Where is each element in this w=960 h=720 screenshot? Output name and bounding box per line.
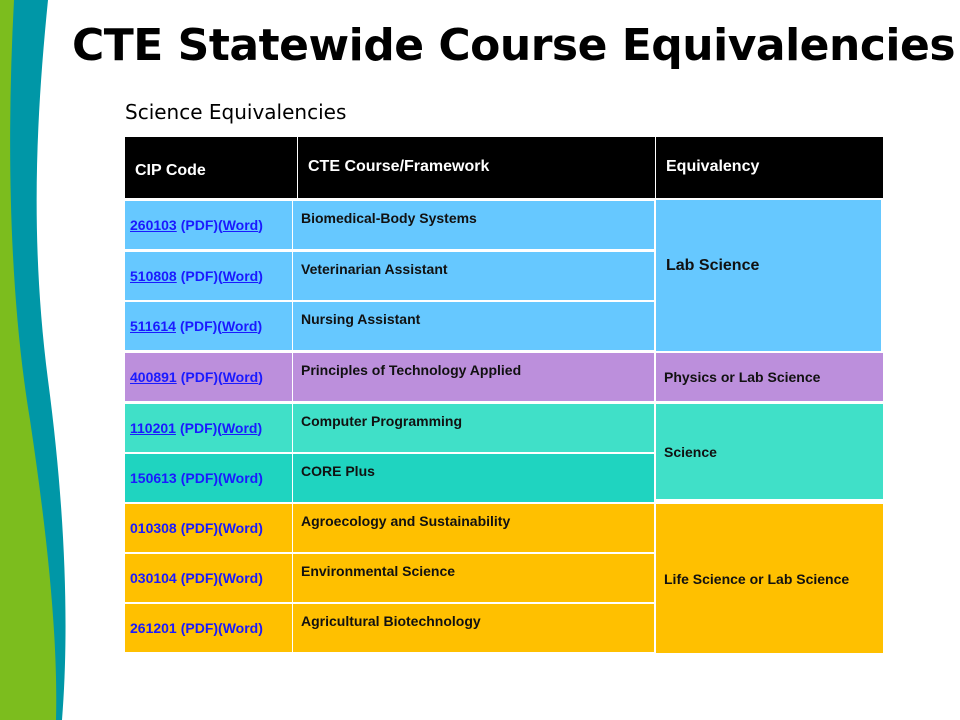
decorative-side-bands (0, 0, 120, 720)
table-row-course (293, 404, 654, 453)
table-row-course (293, 454, 654, 503)
cip-code-link[interactable]: 010308 (130, 520, 177, 536)
word-link[interactable]: Word (222, 570, 259, 586)
table-row-cip-code (125, 454, 292, 503)
pdf-link[interactable]: (PDF) (180, 217, 219, 233)
pdf-link[interactable]: (PDF) (180, 470, 219, 486)
course-name: Principles of Technology Applied (301, 362, 522, 378)
header-equivalency: Equivalency (656, 137, 883, 198)
table-row-course (293, 554, 654, 603)
paren-open: ( (218, 268, 223, 284)
pdf-link[interactable]: (PDF) (180, 520, 219, 536)
paren-close: ) (258, 470, 263, 486)
word-link[interactable]: Word (221, 420, 258, 436)
course-name: Environmental Science (301, 563, 456, 579)
page-title: CTE Statewide Course Equivalencies (72, 20, 956, 71)
word-link[interactable]: Word (222, 470, 259, 486)
word-link[interactable]: Word (221, 318, 258, 334)
paren-open: ( (218, 217, 223, 233)
equiv-lab-science: Lab Science (656, 200, 881, 352)
cip-code-link[interactable]: 110201 (130, 420, 176, 436)
cip-code-link[interactable]: 030104 (130, 570, 177, 586)
paren-close: ) (258, 217, 263, 233)
pdf-link[interactable]: (PDF) (180, 620, 219, 636)
table-row-course (293, 604, 654, 653)
cip-code-link[interactable]: 150613 (130, 470, 177, 486)
cip-code-link[interactable]: 400891 (130, 369, 177, 385)
section-subtitle: Science Equivalencies (125, 100, 347, 124)
cip-code-link[interactable]: 510808 (130, 268, 177, 284)
table-row-cip-code (125, 252, 292, 301)
table-row-course (293, 201, 654, 250)
table-row-cip-code (125, 554, 292, 603)
paren-open: ( (218, 620, 223, 636)
word-link[interactable]: Word (222, 520, 259, 536)
course-name: Biomedical-Body Systems (301, 210, 477, 226)
pdf-link[interactable]: (PDF) (179, 420, 218, 436)
word-link[interactable]: Word (222, 620, 259, 636)
paren-close: ) (258, 520, 263, 536)
pdf-link[interactable]: (PDF) (180, 268, 219, 284)
paren-close: ) (258, 268, 263, 284)
course-name: Veterinarian Assistant (301, 261, 448, 277)
paren-open: ( (218, 470, 223, 486)
cip-code-link[interactable]: 260103 (130, 217, 177, 233)
course-name: CORE Plus (301, 463, 375, 479)
word-link[interactable]: Word (222, 369, 259, 385)
table-row-course (293, 252, 654, 301)
paren-open: ( (217, 318, 222, 334)
table-row-cip-code (125, 353, 292, 402)
header-course: CTE Course/Framework (298, 137, 655, 198)
pdf-link[interactable]: (PDF) (179, 318, 218, 334)
table-row-course (293, 353, 654, 402)
cip-code-link[interactable]: 511614 (130, 318, 176, 334)
word-link[interactable]: Word (222, 268, 259, 284)
paren-close: ) (258, 620, 263, 636)
paren-close: ) (258, 369, 263, 385)
paren-close: ) (257, 420, 263, 436)
paren-open: ( (218, 570, 223, 586)
header-cip-code: CIP Code (125, 137, 297, 198)
pdf-link[interactable]: (PDF) (180, 369, 219, 385)
table-row-cip-code (125, 302, 292, 351)
equiv-science: Science (656, 404, 883, 500)
course-name: Agricultural Biotechnology (301, 613, 481, 629)
table-row-cip-code (125, 504, 292, 553)
course-name: Computer Programming (301, 413, 463, 429)
table-row-course (293, 302, 654, 351)
paren-open: ( (218, 520, 223, 536)
course-name: Nursing Assistant (301, 311, 421, 327)
paren-close: ) (257, 318, 263, 334)
word-link[interactable]: Word (222, 217, 259, 233)
pdf-link[interactable]: (PDF) (180, 570, 219, 586)
paren-open: ( (218, 369, 223, 385)
equiv-physics: Physics or Lab Science (656, 353, 883, 402)
table-row-cip-code (125, 404, 292, 453)
paren-close: ) (258, 570, 263, 586)
table-row-course (293, 504, 654, 553)
course-name: Agroecology and Sustainability (301, 513, 511, 529)
equiv-life-science: Life Science or Lab Science (656, 504, 883, 654)
cip-code-link[interactable]: 261201 (130, 620, 177, 636)
table-row-cip-code (125, 201, 292, 250)
paren-open: ( (217, 420, 222, 436)
table-row-cip-code (125, 604, 292, 653)
